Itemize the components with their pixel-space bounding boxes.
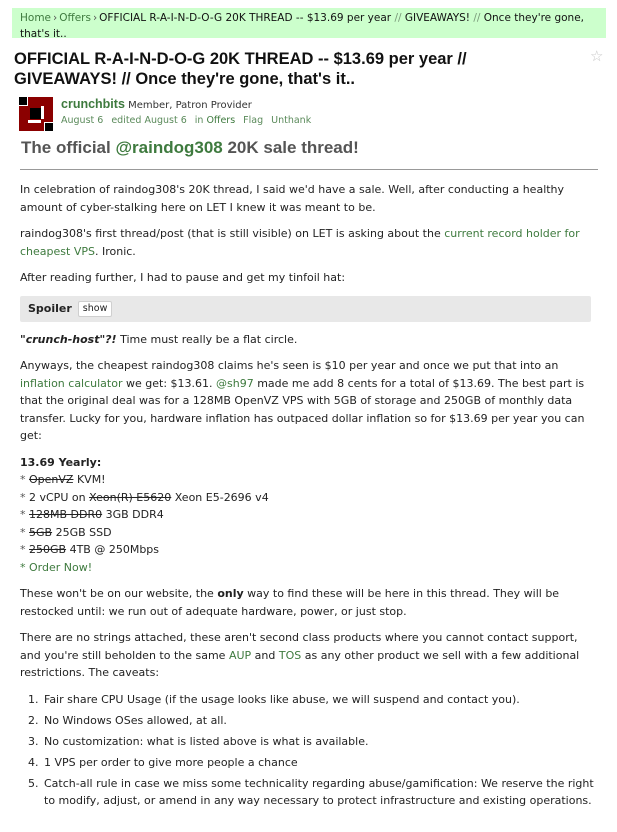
- text: These won't be on our website, the: [20, 587, 218, 600]
- breadcrumb-home-link[interactable]: Home: [20, 12, 52, 24]
- spoiler-block: [20, 296, 591, 322]
- text: Anyways, the cheapest raindog308 claims he's seen is $10 per year and once we put that into an: [20, 359, 559, 372]
- heading-text: The official: [21, 138, 116, 157]
- paragraph-first-thread: [20, 225, 600, 260]
- text: we get: $13.61.: [122, 376, 217, 390]
- caveat-item: 5. Catch-all rule in case we miss some technicality regarding abuse/gamification: We reserve the right to modify, adjust, or amend in any way necessary to protect infrastructure and existing operations.: [42, 775, 600, 810]
- old-spec: 250GB: [29, 543, 67, 556]
- bullet: *: [20, 543, 29, 556]
- spec-item: [20, 506, 600, 524]
- breadcrumb-slash: //: [473, 12, 481, 24]
- aup-link[interactable]: AUP: [228, 648, 252, 662]
- text: made me add 8 cents for a total of $13.69. The best part is that the original deal was for a 128MB OpenVZ VPS with 5GB of storage and 250GB of monthly data transfer. Lucky for you, hardware inflation has outpaced dollar inflation so for $13.69 per year you can get:: [20, 376, 585, 442]
- old-spec: OpenVZ: [29, 473, 74, 486]
- record-holder-link[interactable]: current record holder for cheapest VPS: [20, 227, 580, 258]
- breadcrumb-current-part: OFFICIAL R-A-I-N-D-O-G 20K THREAD -- $13.69 per year: [99, 12, 395, 24]
- spoiler-show-button[interactable]: show: [78, 301, 113, 317]
- paragraph-website: [20, 585, 600, 620]
- text: . Ironic.: [94, 244, 136, 258]
- caveat-item: 3. No customization: what is listed above is what is available.: [42, 733, 600, 751]
- paragraph-strings: [20, 629, 600, 682]
- text: way to find these will be here in this thread. They will be restocked until: we run out of adequate hardware, power, or just stop.: [20, 587, 560, 618]
- spec-item: [20, 524, 600, 542]
- new-spec: 3GB DDR4: [102, 508, 164, 521]
- post-date-link[interactable]: August 6: [61, 115, 104, 126]
- avatar[interactable]: [19, 97, 53, 131]
- text: There are no strings attached, these aren't second class products where you cannot contact support, and you're still beholden to the same: [20, 631, 578, 662]
- old-spec: 5GB: [29, 525, 53, 539]
- flag-link[interactable]: Flag: [243, 115, 264, 126]
- thread-title: OFFICIAL R-A-I-N-D-O-G 20K THREAD -- $13.69 per year // GIVEAWAYS! // Once they're gone, that's it..: [14, 50, 467, 88]
- paragraph-tinfoil: After reading further, I had to pause and get my tinfoil hat:: [20, 271, 346, 284]
- emphasis-text: "crunch-host"?!: [20, 332, 117, 346]
- caveat-item: 1. Fair share CPU Usage (if the usage looks like abuse, we will suspend and contact you).: [42, 691, 600, 709]
- star-outline-icon[interactable]: ☆: [590, 47, 604, 65]
- order-now-link[interactable]: Order Now!: [29, 560, 93, 574]
- paragraph-anyways: [20, 357, 600, 445]
- divider: [20, 169, 598, 170]
- breadcrumb-offers-link[interactable]: Offers: [59, 12, 91, 24]
- old-spec: 128MB DDR0: [29, 508, 103, 521]
- unthank-link[interactable]: Unthank: [271, 115, 312, 126]
- old-spec: Xeon(R) E5620: [89, 490, 172, 504]
- inflation-calculator-link[interactable]: inflation calculator: [20, 376, 123, 390]
- tos-link[interactable]: TOS: [278, 648, 302, 662]
- heading-text: 20K sale thread!: [222, 138, 359, 157]
- spoiler-label: Spoiler: [28, 301, 72, 315]
- mention-sh97-link[interactable]: @sh97: [216, 376, 254, 390]
- post-category: [195, 115, 235, 126]
- new-spec: KVM!: [73, 473, 106, 486]
- breadcrumb-current-part: Once they're gone, that's it..: [20, 12, 585, 40]
- author-username[interactable]: crunchbits: [61, 97, 125, 111]
- paragraph-flat-circle: [20, 331, 600, 349]
- post-meta: [61, 114, 319, 128]
- bold-text: only: [217, 587, 244, 600]
- post-body: [20, 181, 600, 813]
- text: and: [251, 648, 279, 662]
- specs-list: [20, 454, 600, 577]
- spec-item: [20, 471, 600, 489]
- author-roles: Member, Patron Provider: [128, 100, 252, 111]
- caveat-item: 4. 1 VPS per order to give more people a chance: [42, 754, 600, 772]
- bullet: *: [20, 473, 29, 486]
- text: 2 vCPU on: [29, 490, 90, 504]
- text: as any other product we sell with a few additional restrictions. The caveats:: [20, 648, 580, 679]
- new-spec: 25GB SSD: [52, 525, 112, 539]
- spec-item: [20, 489, 600, 507]
- text: Time must really be a flat circle.: [116, 332, 298, 346]
- post-heading: [21, 137, 359, 159]
- spec-item: [20, 541, 600, 559]
- category-prefix: in: [194, 115, 204, 126]
- bullet: *: [20, 560, 29, 574]
- author-line: [61, 97, 252, 113]
- specs-header: 13.69 Yearly:: [20, 455, 102, 469]
- breadcrumb: [12, 8, 606, 38]
- breadcrumb-separator: ›: [53, 12, 58, 24]
- caveat-item: 2. No Windows OSes allowed, at all.: [42, 712, 600, 730]
- spec-order-row: [20, 559, 600, 577]
- bullet: *: [20, 490, 29, 504]
- text: raindog308's first thread/post (that is still visible) on LET is asking about the: [20, 227, 445, 240]
- post-edited: edited August 6: [111, 115, 187, 126]
- breadcrumb-slash: //: [394, 12, 402, 24]
- category-offers-link[interactable]: Offers: [206, 115, 236, 126]
- paragraph-intro: In celebration of raindog308's 20K thread, I said we'd have a sale. Well, after conducting a healthy amount of cyber-stalking here on LET I knew it was meant to be.: [20, 183, 565, 214]
- new-spec: Xeon E5-2696 v4: [171, 490, 269, 504]
- breadcrumb-current-part: GIVEAWAYS!: [401, 12, 474, 24]
- mention-raindog308-link[interactable]: @raindog308: [115, 138, 223, 157]
- bullet: *: [20, 508, 29, 521]
- breadcrumb-separator: ›: [92, 12, 98, 24]
- new-spec: 4TB @ 250Mbps: [66, 543, 160, 556]
- caveats-list: [20, 691, 600, 810]
- breadcrumb-current: [20, 12, 584, 40]
- bullet: *: [20, 525, 29, 539]
